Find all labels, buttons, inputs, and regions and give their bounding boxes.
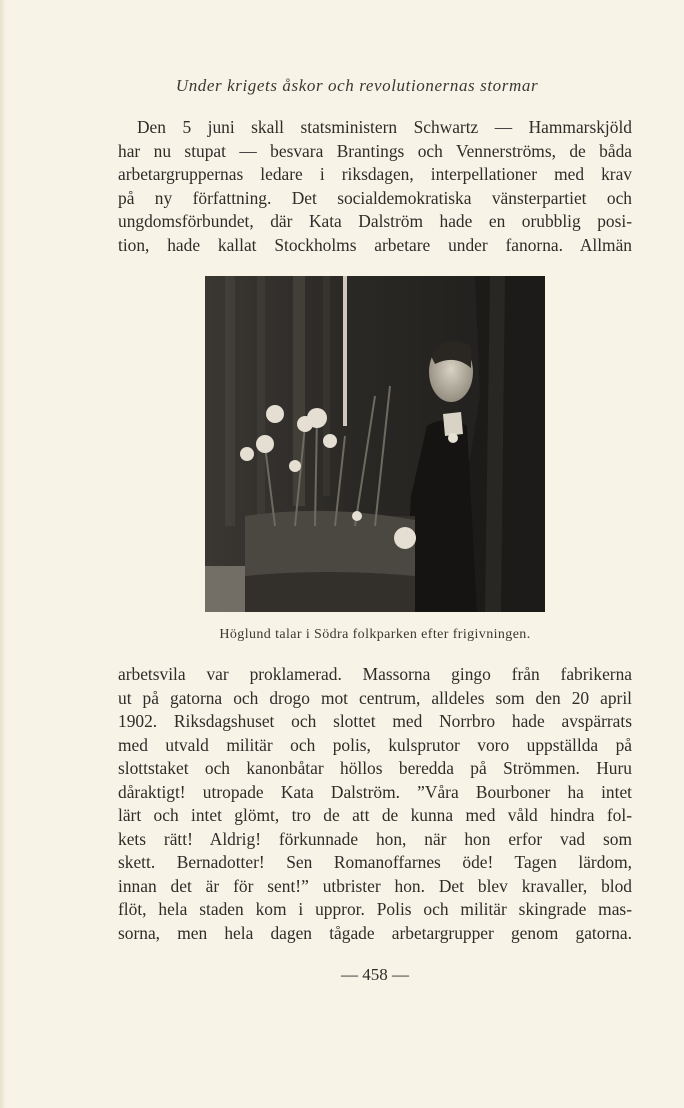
paragraph-1 xyxy=(118,116,632,257)
text-line: arbetargruppernas ledare i riksdagen, interpellationer med krav xyxy=(118,164,632,184)
text-line: dåraktigt! utropade Kata Dalström. ”Våra Bourboner ha intet xyxy=(118,781,632,802)
running-head: Under krigets åskor och revolutionernas stormar xyxy=(175,76,539,95)
text-line: på ny författning. Det socialdemokratiska vänsterpartiet och xyxy=(118,187,632,208)
text-line: slottstaket och kanonbåtar höllos beredda på Strömmen. Huru xyxy=(118,758,632,778)
page-edge xyxy=(0,0,6,1108)
text-line: lärt och intet glömt, tro de att de kunna med våld hindra fol- xyxy=(118,805,632,825)
text-line: skett. Bernadotter! Sen Romanoffarnes öde! Tagen lärdom, xyxy=(118,852,632,872)
text-line: kets rätt! Aldrig! förkunnade hon, när hon erfor vad som xyxy=(118,828,632,849)
text-line: har nu stupat — besvara Brantings och Vennerströms, de båda xyxy=(118,140,632,161)
text-line: innan det är för sent!” utbrister hon. Det blev kravaller, blod xyxy=(118,875,632,896)
text-line: flöt, hela staden kom i uppror. Polis och militär skingrade mas- xyxy=(118,899,632,919)
text-line: Den 5 juni skall statsministern Schwartz — Hammarskjöld xyxy=(137,117,632,137)
photograph xyxy=(205,276,545,612)
text-line: ungdomsförbundet, där Kata Dalström hade en orubblig posi- xyxy=(118,211,632,231)
text-line: ut på gatorna och drogo mot centrum, alldeles som den 20 april xyxy=(118,687,632,708)
photo-caption: Höglund talar i Södra folkparken efter frigivningen. xyxy=(219,627,531,642)
text-line: med utvald militär och polis, kulsprutor voro uppställda på xyxy=(118,734,632,755)
text-line: tion, hade kallat Stockholms arbetare under fanorna. Allmän xyxy=(118,234,632,255)
paragraph-2 xyxy=(118,663,632,945)
text-line: sorna, men hela dagen tågade arbetargrupper genom gatorna. xyxy=(118,922,632,943)
page-number: — 458 — xyxy=(341,965,409,984)
text-line: arbetsvila var proklamerad. Massorna gingo från fabrikerna xyxy=(118,664,632,684)
photo-illustration xyxy=(205,276,545,612)
text-line: 1902. Riksdagshuset och slottet med Norrbro hade avspärrats xyxy=(118,711,632,731)
flag-pole xyxy=(343,276,347,426)
